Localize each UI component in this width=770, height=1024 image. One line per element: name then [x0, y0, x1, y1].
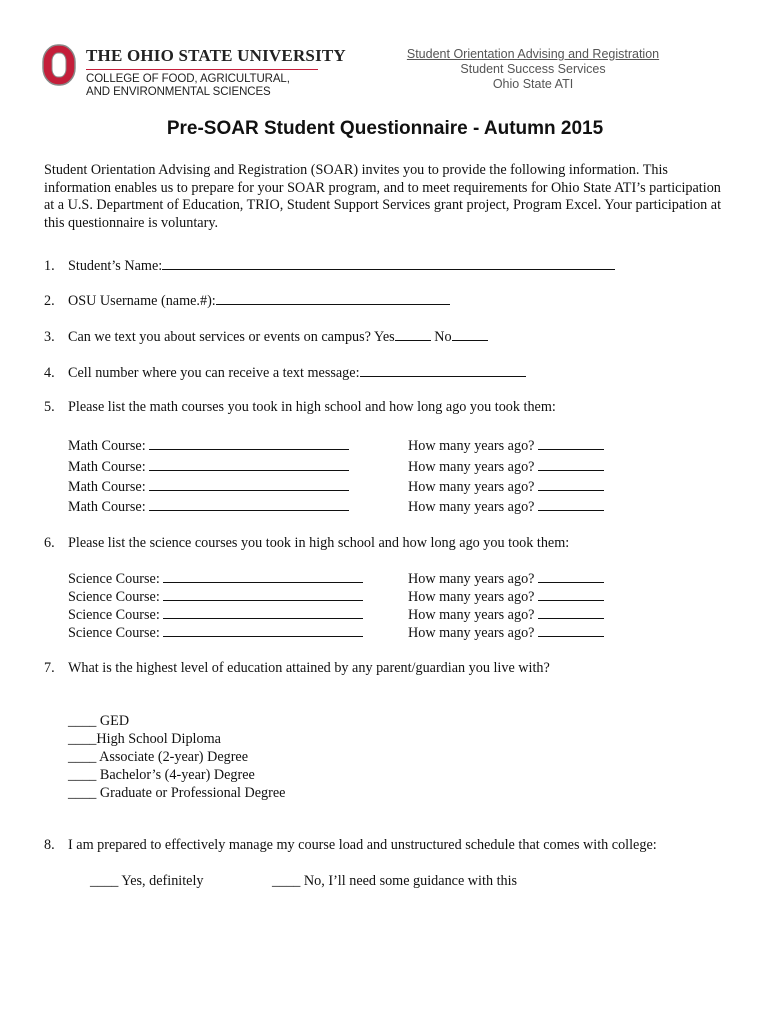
- math-course-row: [68, 436, 349, 455]
- years-ago-label: How many years ago?: [408, 607, 535, 623]
- science-course-blank[interactable]: [163, 587, 363, 601]
- years-ago-label: How many years ago?: [408, 438, 535, 454]
- years-ago-blank[interactable]: [538, 497, 604, 511]
- science-course-blank[interactable]: [163, 605, 363, 619]
- university-name: THE OHIO STATE UNIVERSITY: [86, 46, 346, 65]
- header-divider: [86, 69, 318, 70]
- math-course-row: [68, 477, 349, 496]
- science-course-row: [68, 623, 363, 642]
- math-years-row: [408, 477, 604, 496]
- years-ago-label: How many years ago?: [408, 589, 535, 605]
- question-number: 3.: [44, 329, 55, 345]
- name-blank[interactable]: [162, 256, 615, 270]
- username-blank[interactable]: [216, 291, 450, 305]
- math-course-row: [68, 497, 349, 516]
- page-title: Pre-SOAR Student Questionnaire - Autumn 2015: [166, 118, 604, 139]
- cell-number-blank[interactable]: [360, 363, 526, 377]
- education-option-associate[interactable]: ____ Associate (2-year) Degree: [68, 749, 249, 765]
- university-logo: [42, 44, 346, 104]
- question-text: Can we text you about services or events on campus?: [68, 329, 371, 345]
- years-ago-blank[interactable]: [538, 477, 604, 491]
- course-load-option-yes[interactable]: ____ Yes, definitely: [90, 873, 204, 889]
- question-6: [44, 535, 569, 552]
- science-years-row: [408, 605, 604, 624]
- math-course-blank[interactable]: [149, 436, 349, 450]
- question-text: I am prepared to effectively manage my course load and unstructured schedule that comes with college:: [68, 837, 657, 853]
- years-ago-blank[interactable]: [538, 436, 604, 450]
- science-years-row: [408, 623, 604, 642]
- yes-blank[interactable]: [395, 327, 431, 341]
- college-line-1: COLLEGE OF FOOD, AGRICULTURAL,: [86, 73, 290, 85]
- education-option-high-school[interactable]: ____High School Diploma: [68, 731, 221, 747]
- science-course-label: Science Course:: [68, 589, 160, 605]
- science-course-blank[interactable]: [163, 569, 363, 583]
- college-name: [86, 73, 290, 99]
- yes-label: Yes: [374, 329, 395, 345]
- math-course-label: Math Course:: [68, 438, 146, 454]
- education-option-ged[interactable]: ____ GED: [68, 713, 130, 729]
- science-course-row: [68, 587, 363, 606]
- course-load-option-no[interactable]: ____ No, I’ll need some guidance with this: [272, 873, 518, 889]
- years-ago-label: How many years ago?: [408, 625, 535, 641]
- office-campus: Ohio State ATI: [492, 77, 574, 91]
- years-ago-blank[interactable]: [538, 569, 604, 583]
- years-ago-blank[interactable]: [538, 457, 604, 471]
- math-course-label: Math Course:: [68, 479, 146, 495]
- math-course-label: Math Course:: [68, 459, 146, 475]
- science-course-label: Science Course:: [68, 625, 160, 641]
- education-option-graduate[interactable]: ____ Graduate or Professional Degree: [68, 785, 286, 801]
- science-years-row: [408, 569, 604, 588]
- years-ago-blank[interactable]: [538, 605, 604, 619]
- intro-paragraph: Student Orientation Advising and Registration (SOAR) invites you to provide the following information. This information enables us to prepare for your SOAR program, and to meet requirements for Ohio State ATI’s participation at a U.S. Department of Education, TRIO, Student Support Services grant project, Program Excel. Your participation at this questionnaire is voluntary.: [44, 162, 722, 231]
- science-course-row: [68, 569, 363, 588]
- science-course-label: Science Course:: [68, 571, 160, 587]
- math-course-blank[interactable]: [149, 477, 349, 491]
- question-number: 2.: [44, 293, 55, 309]
- office-department: Student Success Services: [460, 62, 606, 76]
- block-o-logo-icon: [42, 44, 76, 86]
- question-number: 8.: [44, 837, 55, 853]
- question-text: Cell number where you can receive a text message:: [68, 365, 360, 381]
- college-line-2: AND ENVIRONMENTAL SCIENCES: [86, 86, 271, 98]
- science-course-row: [68, 605, 363, 624]
- no-blank[interactable]: [452, 327, 488, 341]
- math-course-blank[interactable]: [149, 497, 349, 511]
- question-5: [44, 399, 556, 416]
- question-text: Please list the science courses you took in high school and how long ago you took them:: [68, 535, 570, 551]
- question-number: 5.: [44, 399, 55, 415]
- education-option-bachelor[interactable]: ____ Bachelor’s (4-year) Degree: [68, 767, 255, 783]
- office-name: Student Orientation Advising and Registration: [406, 47, 660, 61]
- math-course-label: Math Course:: [68, 499, 146, 515]
- years-ago-blank[interactable]: [538, 587, 604, 601]
- question-number: 1.: [44, 258, 55, 274]
- math-years-row: [408, 457, 604, 476]
- question-text: OSU Username (name.#):: [68, 293, 216, 309]
- question-text: What is the highest level of education attained by any parent/guardian you live with?: [68, 660, 550, 676]
- years-ago-label: How many years ago?: [408, 499, 535, 515]
- years-ago-label: How many years ago?: [408, 571, 535, 587]
- question-number: 6.: [44, 535, 55, 551]
- math-years-row: [408, 436, 604, 455]
- science-course-blank[interactable]: [163, 623, 363, 637]
- question-1: [44, 256, 615, 275]
- office-heading: [396, 47, 670, 92]
- math-course-blank[interactable]: [149, 457, 349, 471]
- question-7: [44, 660, 550, 677]
- question-text: Student’s Name:: [68, 258, 163, 274]
- years-ago-blank[interactable]: [538, 623, 604, 637]
- question-number: 4.: [44, 365, 55, 381]
- math-course-row: [68, 457, 349, 476]
- question-3: [44, 327, 488, 346]
- years-ago-label: How many years ago?: [408, 459, 535, 475]
- question-text: Please list the math courses you took in high school and how long ago you took them:: [68, 399, 556, 415]
- question-number: 7.: [44, 660, 55, 676]
- science-years-row: [408, 587, 604, 606]
- math-years-row: [408, 497, 604, 516]
- question-2: [44, 291, 450, 310]
- question-4: [44, 363, 526, 382]
- question-8: [44, 837, 657, 854]
- no-label: No: [434, 329, 452, 345]
- science-course-label: Science Course:: [68, 607, 160, 623]
- years-ago-label: How many years ago?: [408, 479, 535, 495]
